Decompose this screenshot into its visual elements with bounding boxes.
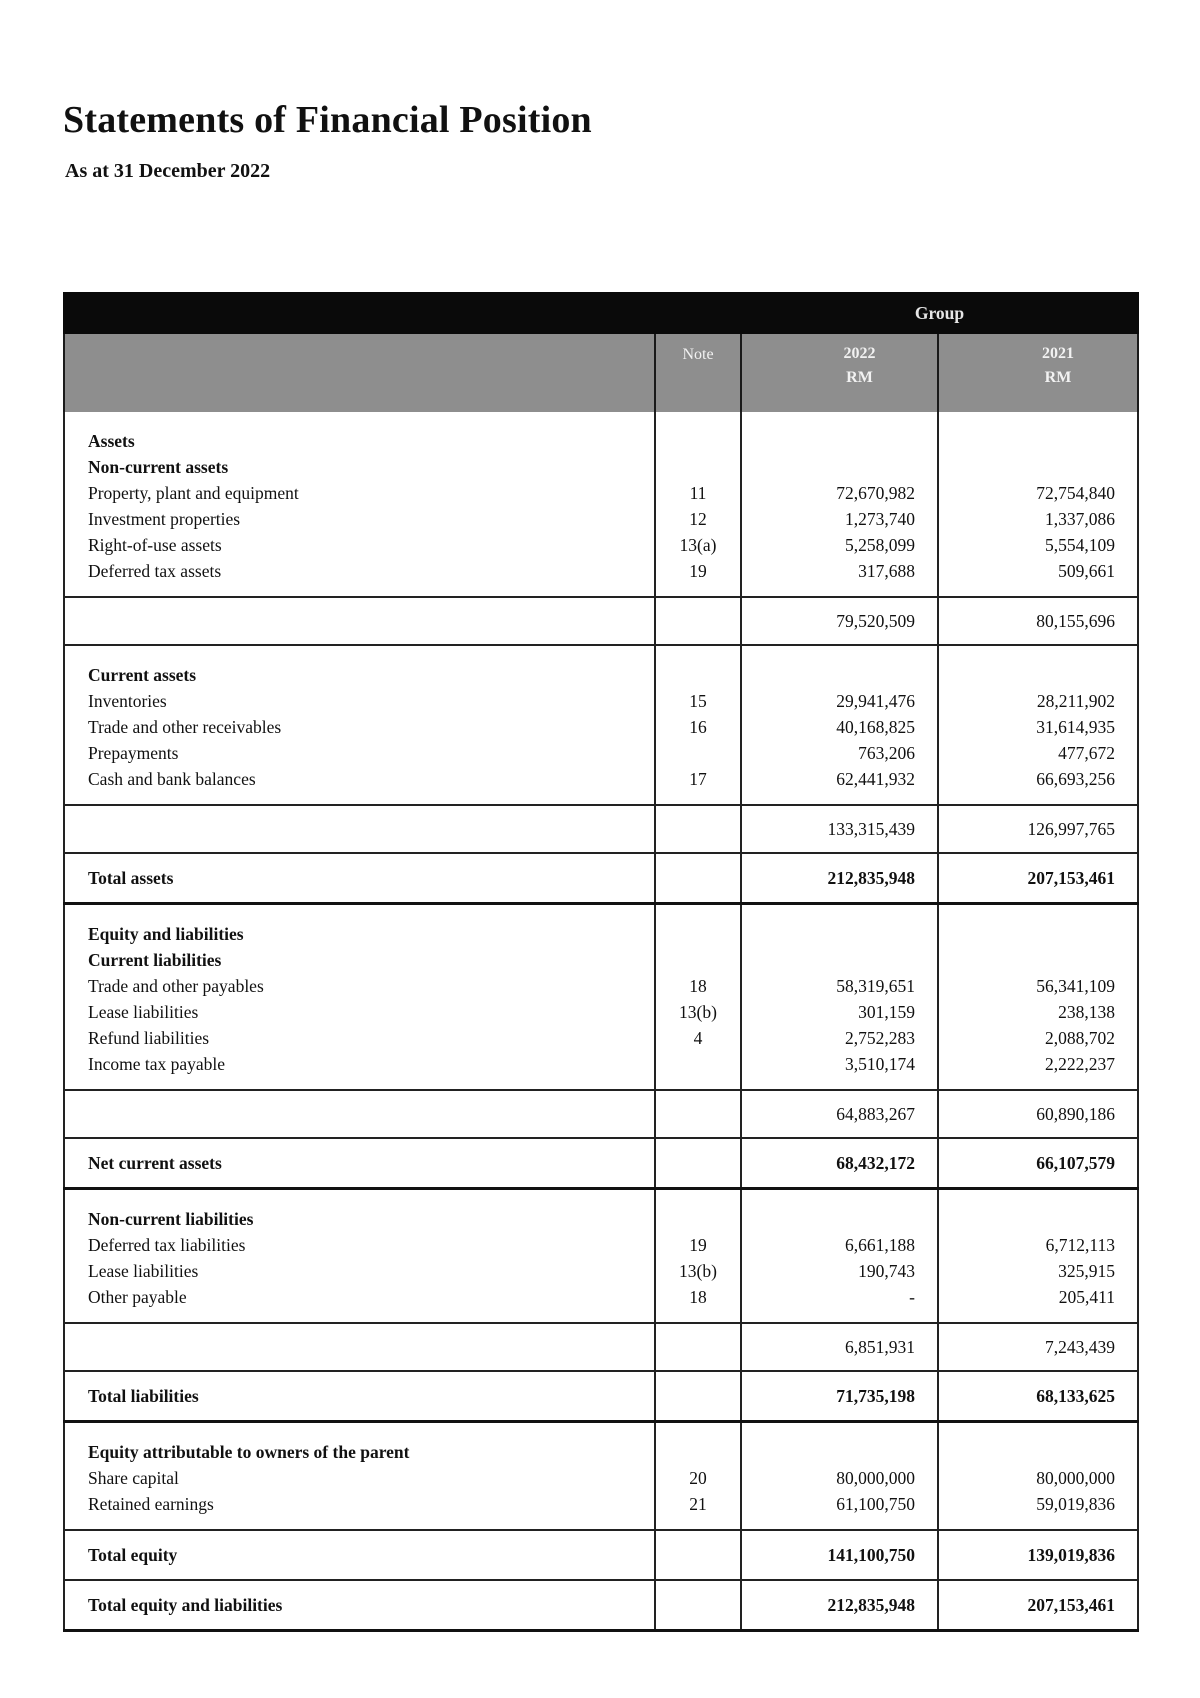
- value-2021: 325,915: [1058, 1261, 1115, 1281]
- value-2022: 80,000,000: [836, 1468, 915, 1488]
- value-2022: 190,743: [858, 1261, 915, 1281]
- subtotal-2021: 60,890,186: [938, 1090, 1138, 1138]
- row-label: Right-of-use assets: [88, 535, 222, 555]
- row-label: Refund liabilities: [88, 1028, 210, 1048]
- page-title: Statements of Financial Position: [63, 99, 592, 141]
- section-current-assets: [64, 645, 1138, 805]
- value-2022: 58,319,651: [836, 976, 915, 996]
- value-2022: 2,752,283: [845, 1028, 915, 1048]
- section-subheading: Current assets: [88, 665, 197, 685]
- section-heading: Assets: [88, 431, 135, 451]
- total-liabilities-row: [64, 1371, 1138, 1422]
- subtotal-current-assets: [64, 805, 1138, 853]
- value-2021: 56,341,109: [1036, 976, 1115, 996]
- section-non-current-assets: [64, 412, 1138, 597]
- total-label: Net current assets: [64, 1138, 655, 1189]
- subtotal-2021: 7,243,439: [938, 1323, 1138, 1371]
- group-header: Group: [741, 292, 1138, 334]
- row-label: Investment properties: [88, 509, 241, 529]
- value-2021: 80,000,000: [1036, 1468, 1115, 1488]
- value-2022: 5,258,099: [845, 535, 915, 555]
- section-subheading: Non-current assets: [88, 457, 229, 477]
- total-assets-row: [64, 853, 1138, 904]
- subtotal-non-current-liabilities: [64, 1323, 1138, 1371]
- row-note: 13(a): [679, 535, 717, 555]
- subtotal-current-liabilities: [64, 1090, 1138, 1138]
- section-non-current-liabilities: [64, 1189, 1138, 1324]
- value-2021: 72,754,840: [1036, 483, 1115, 503]
- note-header: Note: [655, 334, 741, 412]
- section-subheading: Non-current liabilities: [88, 1209, 254, 1229]
- page-subtitle: As at 31 December 2022: [65, 160, 271, 182]
- row-label: Cash and bank balances: [88, 769, 256, 789]
- value-2022: 72,670,982: [836, 483, 915, 503]
- row-note: 13(b): [679, 1002, 717, 1022]
- row-note: [656, 1051, 740, 1077]
- total-label: Total assets: [64, 853, 655, 904]
- value-2022: 763,206: [858, 743, 915, 763]
- total-label: Total equity and liabilities: [64, 1580, 655, 1631]
- total-2021: 66,107,579: [938, 1138, 1138, 1189]
- value-2021: 238,138: [1058, 1002, 1115, 1022]
- row-note: 15: [689, 691, 707, 711]
- header-group-row: [64, 292, 1138, 334]
- row-label: Lease liabilities: [88, 1261, 199, 1281]
- row-note: 13(b): [679, 1261, 717, 1281]
- total-label: Total equity: [64, 1530, 655, 1580]
- total-2022: 141,100,750: [741, 1530, 938, 1580]
- row-note: [656, 740, 740, 766]
- row-label: Retained earnings: [88, 1494, 214, 1514]
- total-equity-liabilities-row: [64, 1580, 1138, 1631]
- value-2021: 205,411: [1058, 1287, 1115, 1307]
- row-label: Share capital: [88, 1468, 179, 1488]
- value-2021: 2,222,237: [1045, 1054, 1115, 1074]
- row-note: 21: [689, 1494, 707, 1514]
- value-2022: 29,941,476: [836, 691, 915, 711]
- value-2021: 509,661: [1058, 561, 1115, 581]
- row-note: 19: [689, 561, 707, 581]
- row-label: Lease liabilities: [88, 1002, 199, 1022]
- year-2022-header: 2022 RM: [741, 334, 938, 412]
- total-label: Total liabilities: [64, 1371, 655, 1422]
- financial-position-table: [63, 292, 1139, 1632]
- value-2022: 6,661,188: [845, 1235, 915, 1255]
- total-2022: 68,432,172: [741, 1138, 938, 1189]
- row-label: Inventories: [88, 691, 167, 711]
- year-2021-header: 2021 RM: [938, 334, 1138, 412]
- value-2021: 477,672: [1058, 743, 1115, 763]
- value-2021: 31,614,935: [1036, 717, 1115, 737]
- row-label: Trade and other receivables: [88, 717, 282, 737]
- subtotal-2022: 6,851,931: [741, 1323, 938, 1371]
- row-label: Deferred tax liabilities: [88, 1235, 246, 1255]
- row-note: 4: [693, 1028, 703, 1048]
- subtotal-2022: 133,315,439: [741, 805, 938, 853]
- row-note: 20: [689, 1468, 707, 1488]
- value-2021: 59,019,836: [1036, 1494, 1115, 1514]
- row-label: Income tax payable: [88, 1054, 226, 1074]
- row-note: 17: [689, 769, 707, 789]
- row-note: 12: [689, 509, 707, 529]
- total-2021: 139,019,836: [938, 1530, 1138, 1580]
- total-equity-row: [64, 1530, 1138, 1580]
- total-2021: 207,153,461: [938, 853, 1138, 904]
- value-2022: 40,168,825: [836, 717, 915, 737]
- total-2022: 71,735,198: [741, 1371, 938, 1422]
- section-current-liabilities: [64, 904, 1138, 1091]
- row-note: 18: [689, 1287, 707, 1307]
- row-label: Trade and other payables: [88, 976, 264, 996]
- subtotal-2021: 126,997,765: [938, 805, 1138, 853]
- value-2021: 5,554,109: [1045, 535, 1115, 555]
- total-2022: 212,835,948: [741, 1580, 938, 1631]
- subtotal-2022: 79,520,509: [741, 597, 938, 645]
- value-2022: -: [909, 1287, 915, 1307]
- section-subheading: Equity attributable to owners of the parent: [88, 1442, 410, 1462]
- section-subheading: Current liabilities: [88, 950, 222, 970]
- section-equity: [64, 1422, 1138, 1531]
- value-2021: 66,693,256: [1036, 769, 1115, 789]
- value-2021: 6,712,113: [1045, 1235, 1115, 1255]
- row-label: Deferred tax assets: [88, 561, 222, 581]
- row-note: 16: [689, 717, 707, 737]
- subtotal-2021: 80,155,696: [938, 597, 1138, 645]
- section-heading: Equity and liabilities: [88, 924, 244, 944]
- value-2021: 28,211,902: [1036, 691, 1115, 711]
- value-2022: 3,510,174: [845, 1054, 915, 1074]
- value-2022: 1,273,740: [845, 509, 915, 529]
- value-2022: 317,688: [858, 561, 915, 581]
- row-label: Prepayments: [88, 743, 179, 763]
- total-2021: 207,153,461: [938, 1580, 1138, 1631]
- total-2021: 68,133,625: [938, 1371, 1138, 1422]
- subtotal-non-current-assets: [64, 597, 1138, 645]
- value-2022: 61,100,750: [836, 1494, 915, 1514]
- value-2022: 62,441,932: [836, 769, 915, 789]
- row-label: Other payable: [88, 1287, 187, 1307]
- total-2022: 212,835,948: [741, 853, 938, 904]
- value-2021: 2,088,702: [1045, 1028, 1115, 1048]
- row-note: 18: [689, 976, 707, 996]
- value-2021: 1,337,086: [1045, 509, 1115, 529]
- row-note: 11: [689, 483, 707, 503]
- row-label: Property, plant and equipment: [88, 483, 299, 503]
- value-2022: 301,159: [858, 1002, 915, 1022]
- row-note: 19: [689, 1235, 707, 1255]
- net-current-assets-row: [64, 1138, 1138, 1189]
- subtotal-2022: 64,883,267: [741, 1090, 938, 1138]
- header-columns-row: [64, 334, 1138, 412]
